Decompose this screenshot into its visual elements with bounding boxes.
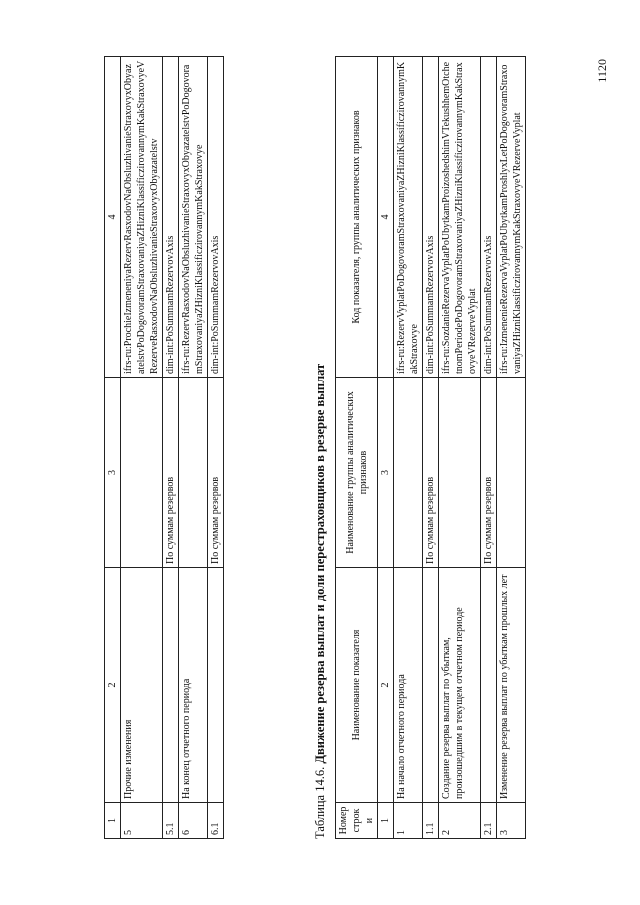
column-number-row: [105, 57, 121, 839]
column-header: Номер строки: [336, 803, 378, 839]
row-number: 1.1: [423, 803, 439, 839]
indicator-name: Создание резерва выплат по убыткам, произошедшим в текущем отчетном периоде: [439, 568, 481, 803]
group-name: [394, 378, 423, 568]
row-number: 5.1: [163, 803, 179, 839]
page-number: 1120: [595, 59, 609, 83]
row-number: 6: [179, 803, 208, 839]
column-header: Код показателя, группы аналитических признаков: [336, 57, 378, 378]
row-number: 2: [439, 803, 481, 839]
group-name: [439, 378, 481, 568]
indicator-name: На начало отчетного периода: [394, 568, 423, 803]
column-number: 4: [378, 57, 394, 378]
row-number: 3: [497, 803, 526, 839]
column-number-row: [378, 57, 394, 839]
table-top: [104, 56, 224, 839]
indicator-code: ifrs-ru:IzmenenieRezervaVyplatPoUbytkamProshlyxLetPoDogovoramStraxovaniyaZHizniKlassificzirovannymKakStraxovyeVRezerveVyplat: [497, 57, 526, 378]
column-number: 2: [105, 568, 121, 803]
indicator-name: [163, 568, 179, 803]
table-row: [394, 57, 423, 839]
column-number: 3: [105, 378, 121, 568]
group-name: По суммам резервов: [208, 378, 224, 568]
indicator-code: ifrs-ru:SozdanieRezervaVyplatPoUbytkamProizoshedshimVTekushhemOtchetnomPeriodePoDogovoramStraxovaniyaZHizniKlassificzirovannymKakStraxovyeVRezerveVyplat: [439, 57, 481, 378]
indicator-name: [423, 568, 439, 803]
indicator-name: [208, 568, 224, 803]
group-name: [179, 378, 208, 568]
group-name: По суммам резервов: [423, 378, 439, 568]
table-row: [208, 57, 224, 839]
column-number: 4: [105, 57, 121, 378]
indicator-name: [481, 568, 497, 803]
table-row: [121, 57, 163, 839]
header-row: [336, 57, 378, 839]
row-number: 2.1: [481, 803, 497, 839]
table-row: [423, 57, 439, 839]
indicator-code: ifrs-ru:ProchieIzmeneniyaRezervRasxodovNaObsluzhivanieStraxovyxObyazatelstvPoDogovoramStraxovaniyaZHizniKlassificzirovannymKakStraxovyeVRezerveRasxodovNaObsluzhivanieStraxovyxObyazatelstv: [121, 57, 163, 378]
table-caption-prefix: Таблица 14.6.: [313, 766, 327, 839]
indicator-code: dim-int:PoSummamRezervovAxis: [481, 57, 497, 378]
column-number: 3: [378, 378, 394, 568]
table-caption-title: Движение резерва выплат и доли перестраховщиков в резерве выплат: [313, 363, 327, 764]
rotated-page: [99, 47, 629, 847]
indicator-code: dim-int:PoSummamRezervovAxis: [423, 57, 439, 378]
row-number: 1: [394, 803, 423, 839]
table-row: [497, 57, 526, 839]
group-name: По суммам резервов: [481, 378, 497, 568]
table-caption: [312, 364, 328, 839]
indicator-code: dim-int:PoSummamRezervovAxis: [163, 57, 179, 378]
table-row: [481, 57, 497, 839]
indicator-name: На конец отчетного периода: [179, 568, 208, 803]
column-header: Наименование группы аналитических признаков: [336, 378, 378, 568]
table-bottom: [335, 56, 526, 839]
indicator-code: ifrs-ru:RezervRasxodovNaObsluzhivanieStraxovyxObyazatelstvPoDogovoramStraxovaniyaZHizniKlassificzirovannymKakStraxovye: [179, 57, 208, 378]
table-row: [439, 57, 481, 839]
row-number: 6.1: [208, 803, 224, 839]
column-number: 1: [378, 803, 394, 839]
column-number: 2: [378, 568, 394, 803]
table-row: [179, 57, 208, 839]
table-row: [163, 57, 179, 839]
group-name: [121, 378, 163, 568]
row-number: 5: [121, 803, 163, 839]
indicator-code: dim-int:PoSummamRezervovAxis: [208, 57, 224, 378]
column-header: Наименование показателя: [336, 568, 378, 803]
group-name: [497, 378, 526, 568]
indicator-name: Изменение резерва выплат по убыткам прошлых лет: [497, 568, 526, 803]
group-name: По суммам резервов: [163, 378, 179, 568]
indicator-code: ifrs-ru:RezervVyplatPoDogovoramStraxovaniyaZHizniKlassificzirovannymKakStraxovye: [394, 57, 423, 378]
column-number: 1: [105, 803, 121, 839]
indicator-name: Прочие изменения: [121, 568, 163, 803]
